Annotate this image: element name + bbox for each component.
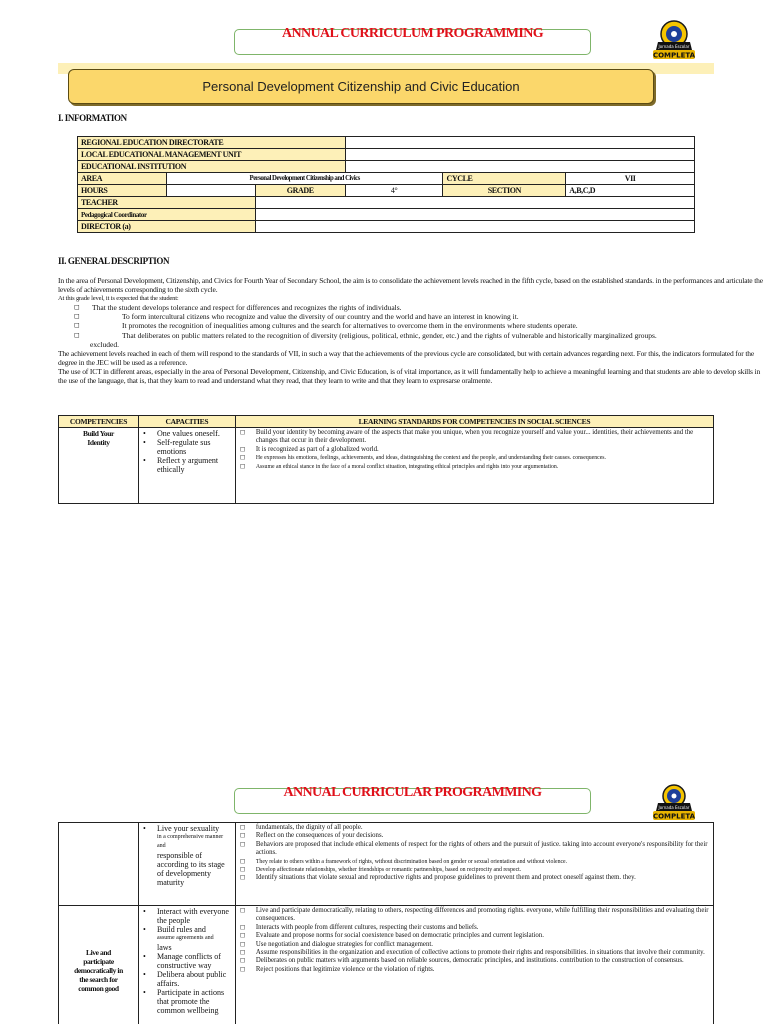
- bullet-icon: ◻: [239, 949, 246, 957]
- standards-cell: [235, 428, 713, 504]
- list-item: • Participate in actions that promote the common wellbeing: [142, 988, 225, 1015]
- bullet-icon: ◻: [239, 857, 246, 865]
- list-item: • Live your sexuality: [142, 824, 220, 833]
- list-item: ◻ Assume an ethical stance in the face of a moral conflict situation, integrating ethical principles and rights into your argumentation.: [239, 462, 559, 470]
- competencies-table-continued: [58, 822, 714, 1024]
- list-item: ◻ To form intercultural citizens who recognize and value the diversity of our country and the world and have an interest in knowing it.: [74, 312, 519, 322]
- competency-name: Build Your Identity: [59, 428, 139, 504]
- section-value: A,B,C,D: [566, 185, 695, 197]
- bullet-icon: ◻: [239, 923, 246, 931]
- objectives-list: [58, 303, 768, 349]
- bullet-icon: ◻: [74, 330, 80, 339]
- competency-name: Live and participate democratically in the search for common good: [59, 906, 139, 1024]
- column-header: LEARNING STANDARDS FOR COMPETENCIES IN SOCIAL SCIENCES: [235, 416, 713, 428]
- list-item: ◻ Use negotiation and dialogue strategies for conflict management.: [239, 940, 433, 948]
- area-value: Personal Development Citizenship and Civics: [166, 173, 443, 185]
- list-item: • Delibera about public affairs.: [142, 970, 227, 988]
- bullet-icon: ◻: [239, 907, 246, 914]
- svg-text:COMPLETA: COMPLETA: [652, 51, 696, 60]
- local-value[interactable]: [345, 149, 694, 161]
- standards-cell: [235, 823, 713, 906]
- school-logo-icon: [648, 782, 700, 822]
- school-logo-icon: [648, 18, 700, 62]
- bullet-icon: ◻: [239, 454, 246, 462]
- section-description-title: II. GENERAL DESCRIPTION: [58, 256, 170, 266]
- teacher-label: TEACHER: [78, 197, 256, 209]
- bullet-icon: ◻: [239, 957, 246, 965]
- description-intro: At this grade level, it is expected that the student:: [58, 295, 179, 302]
- list-item: ◻ Live and participate democratically, relating to others, respecting differences and promoting rights. everyone, while fulfilling their responsibilities and evaluating their consequences.: [239, 907, 709, 923]
- column-header: COMPETENCIES: [59, 416, 139, 428]
- bullet-icon: ◻: [74, 303, 80, 311]
- regional-label: REGIONAL EDUCATION DIRECTORATE: [78, 137, 346, 149]
- list-item: ◻ Develop affectionate relationships, whether friendships or romantic partnerships, based on reciprocity and respect.: [239, 866, 522, 874]
- list-item-note: in a comprehensive manner and: [156, 834, 224, 849]
- list-item: ◻ Reject positions that legitimize violence or the violation of rights.: [239, 965, 435, 973]
- list-item: • Manage conflicts of constructive way: [142, 952, 221, 970]
- bullet-icon: ◻: [239, 840, 246, 848]
- standards-cell: [235, 906, 713, 1024]
- list-item: ◻ That deliberates on public matters related to the recognition of diversity (religious, political, ethnic, gender, etc.) and the rights of vulnerable and historically marginalized groups.: [74, 330, 657, 340]
- bullet-icon: ◻: [239, 932, 246, 940]
- section-information-title: I. INFORMATION: [58, 113, 127, 123]
- list-item: ◻ Interacts with people from different cultures, respecting their customs and beliefs.: [239, 923, 479, 931]
- bullet-icon: ◻: [239, 462, 246, 470]
- capacities-cell: [138, 906, 235, 1024]
- list-item-continuation: excluded.: [90, 339, 119, 349]
- subject-title: Personal Development Citizenship and Civic Education: [68, 69, 654, 104]
- area-label: AREA: [78, 173, 167, 185]
- grade-value: 4°: [345, 185, 443, 197]
- svg-text:Jornada Escolar: Jornada Escolar: [658, 805, 690, 810]
- competency-name-empty: [59, 823, 139, 906]
- list-item: ◻ Identify situations that violate sexual and reproductive rights and propose guidelines to prevent them and protect oneself against them. they.: [239, 874, 636, 882]
- institution-label: EDUCATIONAL INSTITUTION: [78, 161, 346, 173]
- list-item: ◻ He expresses his emotions, feelings, achievements, and ideas, distinguishing the context and the people, and understanding their causes. consequences.: [239, 454, 606, 462]
- list-item: ◻ fundamentals, the dignity of all people.: [239, 824, 363, 831]
- bullet-icon: ◻: [239, 429, 246, 436]
- cycle-label: CYCLE: [443, 173, 566, 185]
- capacities-cell: [138, 823, 235, 906]
- svg-text:COMPLETA: COMPLETA: [652, 812, 696, 821]
- list-item: • One values oneself.: [142, 429, 220, 438]
- director-value[interactable]: [255, 221, 694, 233]
- list-item: • Self-regulate sus emotions: [142, 438, 211, 456]
- list-item: ◻ Deliberates on public matters with arguments based on reliable sources, democratic principles, and institutions. contribution to the construction of consensus.: [239, 957, 684, 965]
- list-item: ◻ Build your identity by becoming aware of the aspects that make you unique, when you recognize yourself and value your... identities, their achievements and the changes that occur in their development.: [239, 429, 694, 445]
- header-title-2: ANNUAL CURRICULAR PROGRAMMING: [283, 785, 542, 800]
- list-item: ◻ It is recognized as part of a globalized world.: [239, 445, 379, 453]
- section-label: SECTION: [443, 185, 566, 197]
- hours-value[interactable]: [166, 185, 255, 197]
- column-header: CAPACITIES: [138, 416, 235, 428]
- teacher-value[interactable]: [255, 197, 694, 209]
- bullet-icon: ◻: [239, 832, 246, 840]
- institution-value[interactable]: [345, 161, 694, 173]
- list-item: ◻ Evaluate and propose norms for social coexistence based on democratic principles and current legislation.: [239, 932, 544, 940]
- coordinator-label: Pedagogical Coordinator: [78, 209, 256, 221]
- list-item-continuation: laws: [156, 943, 172, 952]
- bullet-icon: ◻: [239, 965, 246, 973]
- bullet-icon: ◻: [74, 312, 80, 321]
- general-description: [58, 276, 768, 385]
- grade-label: GRADE: [255, 185, 345, 197]
- description-paragraph: The use of ICT in different areas, especially in the area of Personal Development, Citizenship, and Civic Education, is of vital importance, as it will fundamentally help to achieve a meaningful learning and that students are able to develop skills in the use of the language, that is, that they learn to read and understand what they read, that they learn to write and that they learn to expresarse oralmente.: [58, 367, 761, 386]
- header-title: ANNUAL CURRICULUM PROGRAMMING: [281, 26, 544, 41]
- list-item: • Build rules and: [142, 925, 206, 934]
- list-item: ◻ Behaviors are proposed that include ethical elements of respect for the rights of others and the pursuit of justice. taking into account everyone's responsibility for their actions.: [239, 840, 708, 857]
- description-paragraph: The achievement levels reached in each of them will respond to the standards of VII, in such a way that the achievements of the previous cycle are consolidated, but with certain advances regarding next. For this, the indicators formulated for the degree in the JEC will be used as a reference.: [58, 349, 755, 368]
- bullet-icon: ◻: [239, 874, 246, 882]
- cycle-value: VII: [566, 173, 695, 185]
- coordinator-value[interactable]: [255, 209, 694, 221]
- list-item: • Reflect y argument ethically: [142, 456, 219, 474]
- local-label: LOCAL EDUCATIONAL MANAGEMENT UNIT: [78, 149, 346, 161]
- list-item: ◻ It promotes the recognition of inequalities among cultures and the search for alternatives to overcome them in the environments where students operate.: [74, 321, 578, 331]
- list-item: ◻ That the student develops tolerance and respect for differences and recognizes the rights of individuals.: [74, 303, 402, 312]
- bullet-icon: ◻: [239, 940, 246, 948]
- competencies-table: [58, 415, 714, 504]
- list-item-continuation: responsible of according to its stage of developmenty maturity: [156, 851, 225, 887]
- bullet-icon: ◻: [239, 445, 246, 453]
- bullet-icon: ◻: [239, 824, 246, 831]
- capacities-cell: [138, 428, 235, 504]
- list-item: • Interact with everyone the people: [142, 907, 229, 925]
- director-label: DIRECTOR (a): [78, 221, 256, 233]
- regional-value[interactable]: [345, 137, 694, 149]
- information-table: [77, 136, 695, 233]
- list-item: ◻ Reflect on the consequences of your decisions.: [239, 832, 384, 840]
- bullet-icon: ◻: [74, 321, 80, 330]
- svg-text:Jornada Escolar: Jornada Escolar: [658, 44, 690, 49]
- hours-label: HOURS: [78, 185, 167, 197]
- bullet-icon: ◻: [239, 866, 246, 874]
- list-item-note: assume agreements and: [156, 935, 214, 941]
- list-item: ◻ They relate to others within a framework of rights, without discrimination based on gender or sexual orientation and without violence.: [239, 857, 568, 865]
- list-item: ◻ Assume responsibilities in the organization and execution of collective actions to promote their rights and responsibilities. in situations that involve their community.: [239, 949, 705, 957]
- description-paragraph: In the area of Personal Development, Citizenship, and Civics for Fourth Year of Secondary School, the aim is to consolidate the achievement levels reached in the fifth cycle, based on the established standards. in the performances and articulate the levels of achievements corresponding to the sixth cycle.: [58, 276, 763, 294]
